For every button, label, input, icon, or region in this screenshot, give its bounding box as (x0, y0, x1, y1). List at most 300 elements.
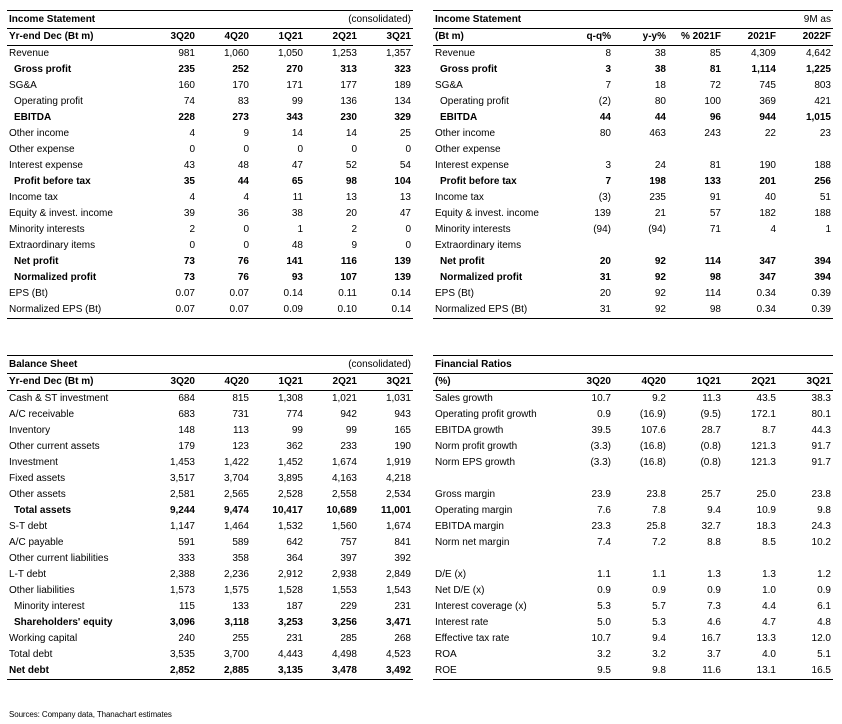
balance-sheet-table (7, 355, 413, 680)
table-row (433, 471, 833, 487)
row-value: 3,135 (251, 663, 305, 680)
row-value: 71 (709, 224, 721, 235)
row-value: 3,700 (223, 649, 249, 660)
row-value: 92 (654, 288, 666, 299)
row-label: EBITDA growth (435, 425, 504, 436)
row-value: 841 (394, 537, 411, 548)
row-value: 684 (178, 393, 195, 404)
row-value: 9.4 (707, 505, 721, 516)
table-row (433, 647, 833, 663)
row-value: 172.1 (750, 409, 776, 420)
column-header: 3Q21 (359, 29, 413, 46)
row-label: Equity & invest. income (435, 208, 539, 219)
row-value (723, 238, 778, 254)
row-value: 3,256 (331, 617, 357, 628)
row-value: 2,852 (143, 663, 197, 680)
table-row (7, 142, 413, 158)
row-value: 329 (394, 112, 411, 123)
row-value: 7.4 (597, 537, 611, 548)
row-value: 13 (399, 192, 411, 203)
row-value: 2,236 (223, 569, 249, 580)
row-value: 591 (178, 537, 195, 548)
row-value: 2 (189, 224, 195, 235)
row-value: 0.14 (391, 288, 411, 299)
row-value: 1,543 (385, 585, 411, 596)
row-label: Interest rate (435, 617, 489, 628)
row-value: 1,452 (277, 457, 303, 468)
row-value: 1,225 (805, 64, 831, 75)
table-title: Financial Ratios (433, 356, 668, 374)
row-value: 22 (764, 128, 776, 139)
row-value: 5.1 (817, 649, 831, 660)
row-value: 323 (394, 64, 411, 75)
row-value: 4.0 (762, 649, 776, 660)
row-value: 113 (233, 425, 249, 436)
row-value: 5.3 (652, 617, 666, 628)
row-label: Operating profit (440, 96, 509, 107)
row-value: 98 (709, 272, 721, 283)
row-value: 0 (297, 144, 303, 155)
table-row (7, 503, 413, 519)
row-label: A/C payable (9, 537, 64, 548)
row-value: 18.3 (756, 521, 776, 532)
row-value: 8 (605, 48, 611, 59)
row-value: 394 (814, 256, 831, 267)
row-value: 31 (558, 302, 613, 319)
row-value: 136 (340, 96, 357, 107)
row-value: 1,147 (169, 521, 195, 532)
row-label: ROA (435, 649, 457, 660)
row-value: 92 (613, 302, 668, 319)
table-title-row (7, 356, 413, 374)
row-value: 1,674 (385, 521, 411, 532)
row-label: Minority interests (9, 224, 85, 235)
row-value: 4 (243, 192, 249, 203)
row-value: 2,565 (223, 489, 249, 500)
row-value: 38 (654, 64, 666, 75)
row-value: 3,492 (359, 663, 413, 680)
row-value: 91.7 (811, 441, 831, 452)
income-statement-growth-table (433, 10, 833, 319)
row-value: 1,050 (277, 48, 303, 59)
table-row (433, 142, 833, 158)
table-row (7, 583, 413, 599)
row-value: 7.6 (597, 505, 611, 516)
table-row (433, 599, 833, 615)
row-value: 273 (232, 112, 249, 123)
header-label: (%) (433, 374, 558, 391)
table-row (7, 391, 413, 408)
table-row (433, 663, 833, 680)
row-value: 3.2 (652, 649, 666, 660)
table-row (7, 78, 413, 94)
row-value: 13.3 (756, 633, 776, 644)
row-value: 0.34 (723, 302, 778, 319)
row-label: Gross profit (14, 64, 72, 75)
row-value: 190 (394, 441, 411, 452)
row-value: 38.3 (811, 393, 831, 404)
row-value: 80 (599, 128, 611, 139)
table-title: Income Statement (433, 11, 668, 29)
row-value (613, 551, 668, 567)
row-value: 0.10 (305, 302, 359, 319)
row-value: 187 (286, 601, 303, 612)
row-value: 1,015 (805, 112, 831, 123)
row-value: 48 (291, 240, 303, 251)
row-value: 0.39 (811, 288, 831, 299)
row-value: 4.6 (707, 617, 721, 628)
row-value (778, 142, 833, 158)
row-value: 1,253 (331, 48, 357, 59)
row-value: 0.9 (652, 585, 666, 596)
row-value: 231 (286, 633, 303, 644)
row-value: 1,919 (385, 457, 411, 468)
row-value: 23.8 (646, 489, 666, 500)
row-value: 39.5 (591, 425, 611, 436)
row-value: 1,674 (331, 457, 357, 468)
row-value: 80.1 (811, 409, 831, 420)
row-value: 240 (178, 633, 195, 644)
row-value: 1 (825, 224, 831, 235)
row-value: (3.3) (590, 457, 611, 468)
row-value: 347 (759, 256, 776, 267)
row-value: 1,021 (331, 393, 357, 404)
table-row (7, 599, 413, 615)
row-value: 11.3 (702, 393, 721, 404)
row-label: Extraordinary items (9, 240, 96, 251)
row-value: 4.8 (817, 617, 831, 628)
row-value: 774 (286, 409, 303, 420)
row-value: 10,689 (326, 505, 357, 516)
row-label: Norm net margin (435, 537, 510, 548)
table-row (7, 647, 413, 663)
row-value: 190 (759, 160, 776, 171)
column-header: % 2021F (668, 29, 723, 46)
row-value: 4,443 (277, 649, 303, 660)
table-title-row (7, 11, 413, 29)
table-row (7, 206, 413, 222)
row-value (558, 551, 613, 567)
row-value: 188 (814, 160, 831, 171)
row-value: 98 (345, 176, 357, 187)
row-value: 16.5 (778, 663, 833, 680)
row-value: 0 (351, 144, 357, 155)
row-label: Operating profit growth (435, 409, 537, 420)
row-value (558, 238, 613, 254)
row-value: 3,895 (277, 473, 303, 484)
table-row (433, 615, 833, 631)
row-label: D/E (x) (435, 569, 467, 580)
row-value: 93 (291, 272, 303, 283)
column-header: 3Q21 (359, 374, 413, 391)
row-label: Revenue (435, 48, 476, 59)
row-label: Other assets (9, 489, 66, 500)
row-value: 943 (394, 409, 411, 420)
row-value: 80 (654, 96, 666, 107)
row-value: 0 (405, 240, 411, 251)
source-note: Sources: Company data, Thanachart estimates (9, 710, 172, 719)
row-value: 25 (399, 128, 411, 139)
row-value: 91.7 (811, 457, 831, 468)
row-value: 28.7 (701, 425, 721, 436)
row-value: 270 (286, 64, 303, 75)
row-value: (3) (598, 192, 611, 203)
table-row (433, 551, 833, 567)
row-value: 4,498 (331, 649, 357, 660)
row-label: Inventory (9, 425, 51, 436)
table-row (7, 286, 413, 302)
table-row (433, 487, 833, 503)
row-value: 40 (764, 192, 776, 203)
row-value: 683 (178, 409, 195, 420)
row-value: 4 (770, 224, 776, 235)
row-value: 141 (286, 256, 303, 267)
row-value: 121.3 (750, 457, 776, 468)
row-value: 11 (292, 192, 303, 203)
row-value: 9.8 (613, 663, 668, 680)
table-row (433, 158, 833, 174)
row-value: 2,912 (277, 569, 303, 580)
row-value: 0.9 (597, 409, 611, 420)
row-value: 0.39 (778, 302, 833, 319)
table-row (433, 407, 833, 423)
row-value: 99 (345, 425, 357, 436)
row-value: 2,528 (277, 489, 303, 500)
table-title: Balance Sheet (7, 356, 251, 374)
row-value: 73 (183, 272, 195, 283)
row-value: 39 (183, 208, 195, 219)
row-value: 23 (819, 128, 831, 139)
row-value: 20 (599, 288, 611, 299)
column-header: 2Q21 (305, 29, 359, 46)
row-value: 235 (178, 64, 195, 75)
row-label: Norm EPS growth (435, 457, 516, 468)
row-value: 11.6 (668, 663, 723, 680)
row-value: 1.1 (597, 569, 611, 580)
row-value: 944 (759, 112, 776, 123)
financial-ratios-table (433, 355, 833, 680)
row-value: 1,560 (331, 521, 357, 532)
row-value: 803 (814, 80, 831, 91)
row-value: 7 (605, 176, 611, 187)
row-value: 24 (654, 160, 666, 171)
row-value: 11,001 (380, 505, 411, 516)
row-value: 18 (654, 80, 666, 91)
row-value: 3,704 (223, 473, 249, 484)
row-value: 981 (178, 48, 195, 59)
row-value: (16.8) (639, 457, 666, 468)
table-row (7, 567, 413, 583)
row-value: 133 (232, 601, 249, 612)
row-value: 57 (709, 208, 721, 219)
table-title: Income Statement (7, 11, 251, 29)
row-value: 48 (237, 160, 249, 171)
row-value: 9.2 (652, 393, 666, 404)
table-row (7, 62, 413, 78)
row-value: 5.7 (652, 601, 666, 612)
row-label: EPS (Bt) (9, 288, 48, 299)
row-value: 23.9 (591, 489, 611, 500)
row-value: 98 (668, 302, 723, 319)
table-row (433, 391, 833, 408)
row-value: 23.3 (591, 521, 611, 532)
row-label: Other income (9, 128, 70, 139)
row-label: EBITDA (14, 112, 52, 123)
row-label: Other expense (9, 144, 75, 155)
table-row (433, 535, 833, 551)
row-value: 3,517 (169, 473, 195, 484)
row-value: 0 (243, 240, 249, 251)
row-value: 23.8 (811, 489, 831, 500)
row-value: 3.7 (707, 649, 721, 660)
row-value: 4 (189, 192, 195, 203)
row-value: 233 (340, 441, 357, 452)
row-value: 1,422 (223, 457, 249, 468)
row-value: 343 (286, 112, 303, 123)
row-value: 0.14 (359, 302, 413, 319)
row-value: 24.3 (811, 521, 831, 532)
row-value: 47 (399, 208, 411, 219)
row-label: Net profit (440, 256, 485, 267)
row-value: 7.8 (652, 505, 666, 516)
table-row (433, 222, 833, 238)
row-value: 52 (345, 160, 357, 171)
column-header: 2Q21 (305, 374, 359, 391)
row-value: 229 (340, 601, 357, 612)
row-value (668, 471, 723, 487)
table-row (7, 46, 413, 63)
row-label: Interest coverage (x) (435, 601, 527, 612)
row-value: 268 (394, 633, 411, 644)
row-label: ROE (433, 663, 558, 680)
row-value: 0.07 (197, 302, 251, 319)
row-value: 3 (605, 160, 611, 171)
table-row (433, 110, 833, 126)
table-row (433, 302, 833, 319)
row-value: 364 (286, 553, 303, 564)
row-value: 10.7 (591, 633, 611, 644)
row-value: 0.09 (251, 302, 305, 319)
row-value: 21 (654, 208, 666, 219)
row-label: Other current liabilities (9, 553, 109, 564)
row-value: 0.34 (756, 288, 776, 299)
row-value: 2,885 (197, 663, 251, 680)
row-label: EBITDA margin (435, 521, 504, 532)
row-label: Total assets (14, 505, 72, 516)
row-value: 2,581 (169, 489, 195, 500)
row-value: 9 (351, 240, 357, 251)
row-label: Net debt (7, 663, 143, 680)
row-value: 3,118 (224, 617, 249, 628)
row-value: 642 (286, 537, 303, 548)
row-value: 9.8 (817, 505, 831, 516)
row-value: 4.4 (762, 601, 776, 612)
row-value: 134 (394, 96, 411, 107)
row-value: 20 (599, 256, 611, 267)
row-value: 81 (709, 160, 721, 171)
row-value (778, 551, 833, 567)
row-value: 13 (345, 192, 357, 203)
table-row (7, 423, 413, 439)
row-value (778, 238, 833, 254)
row-value: 13.1 (723, 663, 778, 680)
row-value: 188 (814, 208, 831, 219)
row-value: 1.3 (762, 569, 776, 580)
financial-ratios-panel (433, 355, 833, 680)
row-label: Working capital (9, 633, 78, 644)
row-value: 165 (394, 425, 411, 436)
column-header: 2022F (778, 29, 833, 46)
row-value: 198 (649, 176, 666, 187)
row-value: (9.5) (700, 409, 721, 420)
row-value (558, 142, 613, 158)
row-value: 115 (179, 601, 195, 612)
table-row (433, 174, 833, 190)
row-value: 3,096 (169, 617, 195, 628)
row-value: 100 (704, 96, 721, 107)
row-label: Operating profit (14, 96, 83, 107)
row-value: 107.6 (640, 425, 666, 436)
row-value (778, 471, 833, 487)
row-value: 731 (232, 409, 249, 420)
row-value: 362 (286, 441, 303, 452)
row-value: 123 (232, 441, 249, 452)
row-value: 358 (232, 553, 249, 564)
row-value: 3,253 (277, 617, 303, 628)
table-row (433, 439, 833, 455)
row-label: Net D/E (x) (435, 585, 485, 596)
table-row (7, 455, 413, 471)
table-row (433, 206, 833, 222)
row-value: 189 (394, 80, 411, 91)
table-row (433, 62, 833, 78)
row-value (723, 142, 778, 158)
row-value: 121.3 (750, 441, 776, 452)
row-label: Cash & ST investment (9, 393, 109, 404)
row-value: 3,471 (385, 617, 411, 628)
row-value: 0.07 (143, 302, 197, 319)
row-value: 369 (759, 96, 776, 107)
row-label: Other income (435, 128, 496, 139)
row-value: 4,642 (805, 48, 831, 59)
row-label: EPS (Bt) (435, 288, 474, 299)
row-label: Income tax (9, 192, 58, 203)
column-header: 1Q21 (251, 374, 305, 391)
column-header: 4Q20 (613, 374, 668, 391)
row-value: (3.3) (590, 441, 611, 452)
row-value: 6.1 (817, 601, 831, 612)
row-label: Other expense (435, 144, 501, 155)
table-subtitle (668, 356, 833, 374)
row-value: 74 (183, 96, 195, 107)
row-value: 51 (819, 192, 831, 203)
row-value: 76 (237, 256, 249, 267)
row-value: 133 (704, 176, 721, 187)
table-header-row (7, 29, 413, 46)
table-row (7, 631, 413, 647)
row-value: 182 (759, 208, 776, 219)
row-value: 463 (649, 128, 666, 139)
row-value: 394 (814, 272, 831, 283)
row-value: 0 (189, 240, 195, 251)
row-label: Gross profit (440, 64, 498, 75)
row-value: 139 (594, 208, 611, 219)
row-value: 35 (183, 176, 195, 187)
row-value: 1,553 (331, 585, 357, 596)
row-value: 1.1 (652, 569, 666, 580)
row-value: 92 (654, 272, 666, 283)
table-subtitle: 9M as (668, 11, 833, 29)
